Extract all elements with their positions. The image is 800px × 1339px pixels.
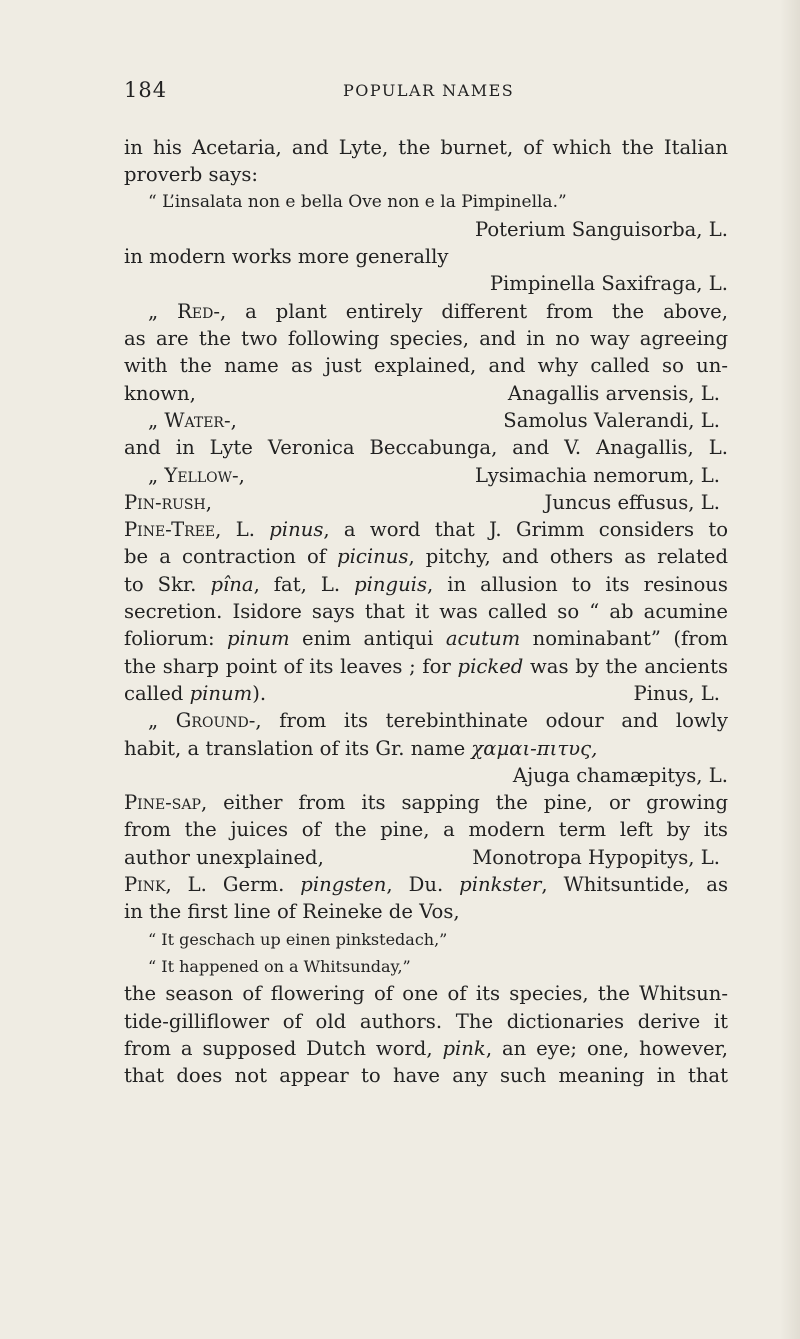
- text-line: and in Lyte Veronica Beccabunga, and V. Anagallis, L.: [124, 436, 728, 460]
- species-name: Anagallis arvensis, L.: [507, 381, 720, 405]
- entry-headword: Pine-Tree: [124, 518, 216, 542]
- text-fragment: , Du.: [386, 873, 460, 897]
- entry-line: [124, 407, 728, 434]
- species-name: Pinus, L.: [633, 681, 720, 705]
- text-fragment: ).: [252, 681, 267, 705]
- german-word: pingsten: [300, 873, 387, 897]
- text-fragment: nominabant” (from: [520, 627, 728, 651]
- text-line: [124, 1035, 728, 1062]
- text-fragment: ,: [238, 463, 245, 487]
- text-line: in modern works more generally: [124, 245, 449, 269]
- quote-line: “ It geschach up einen pinkstedach,”: [148, 929, 448, 949]
- entry-line: [124, 789, 728, 816]
- entry-headword: Red-: [177, 299, 220, 323]
- entry-head-group: [148, 407, 237, 434]
- latin-word: acutum: [445, 627, 521, 651]
- text-fragment: habit, a translation of its Gr. name: [124, 736, 472, 760]
- entry-line: [124, 462, 728, 489]
- entry-line: [124, 871, 728, 898]
- species-name: Lysimachia nemorum, L.: [475, 463, 720, 487]
- sanskrit-word: pîna: [210, 572, 254, 596]
- species-name: Samolus Valerandi, L.: [503, 408, 720, 432]
- text-fragment: , in allusion to its resinous: [427, 572, 728, 596]
- text-line: that does not appear to have any such meaning in that: [124, 1064, 728, 1088]
- text-fragment: , L.: [215, 518, 270, 542]
- text-fragment: , pitchy, and others as related: [408, 545, 728, 569]
- entry-line: [124, 516, 728, 543]
- page-header: [0, 78, 800, 108]
- ditto-mark: „: [148, 408, 165, 432]
- text-fragment: ,: [205, 490, 212, 514]
- text-fragment: to Skr.: [124, 572, 211, 596]
- latin-word: picinus: [337, 545, 409, 569]
- entry-line: [124, 489, 728, 516]
- entry-head-group: [148, 462, 245, 489]
- quote-line: “ It happened on a Whitsunday,”: [148, 956, 411, 976]
- text-fragment: foliorum:: [124, 627, 227, 651]
- greek-word: χαμαι-πιτυς,: [471, 736, 598, 760]
- ditto-mark: „: [148, 299, 178, 323]
- text-line: [124, 543, 728, 570]
- text-fragment: , Whitsuntide, as: [541, 873, 729, 897]
- entry-head-group: [124, 489, 212, 516]
- text-line: [124, 571, 728, 598]
- entry-headword: Water-: [164, 408, 231, 432]
- entry-line: [124, 707, 728, 734]
- text-line: as are the two following species, and in no way agreeing: [124, 327, 728, 351]
- text-line: tide-gilliflower of old authors. The dictionaries derive it: [124, 1009, 728, 1033]
- text-fragment: , fat, L.: [253, 572, 355, 596]
- text-line: the season of flowering of one of its species, the Whitsun-: [124, 982, 728, 1006]
- dutch-word: pink: [442, 1036, 486, 1060]
- entry-headword: Pine-sap: [124, 791, 201, 815]
- entry-headword: Yellow-: [164, 463, 239, 487]
- text-fragment: ,: [230, 408, 237, 432]
- entry-headword: Pink: [124, 873, 166, 897]
- latin-word: pinum: [226, 627, 290, 651]
- text-fragment: be a contraction of: [124, 545, 338, 569]
- text-line: [124, 625, 728, 652]
- text-fragment: , a word that J. Grimm considers to: [323, 518, 728, 542]
- text-fragment: author unexplained,: [124, 845, 324, 869]
- latin-word: pinus: [269, 518, 324, 542]
- entry-line: [124, 680, 728, 707]
- species-name: Ajuga chamæpitys, L.: [512, 763, 728, 787]
- species-name: Juncus effusus, L.: [544, 490, 720, 514]
- species-name: Poterium Sanguisorba, L.: [474, 217, 728, 241]
- running-head: POPULAR NAMES: [343, 81, 515, 100]
- entry-line: [124, 380, 728, 407]
- english-word: picked: [457, 654, 524, 678]
- entry-line: [124, 298, 728, 325]
- text-fragment: , L. Germ.: [165, 873, 301, 897]
- species-name: Pimpinella Saxifraga, L.: [489, 272, 728, 296]
- text-fragment: called: [124, 681, 190, 705]
- text-fragment: , either from its sapping the pine, or growing: [200, 791, 728, 815]
- dutch-word: pinkster: [459, 873, 542, 897]
- entry-line: [124, 844, 728, 871]
- text-fragment: enim antiqui: [289, 627, 446, 651]
- page-body: [124, 134, 728, 1089]
- text-line: [124, 653, 728, 680]
- text-line: in the first line of Reineke de Vos,: [124, 900, 460, 924]
- ditto-mark: „: [148, 709, 176, 733]
- text-line: with the name as just explained, and why called so un-: [124, 354, 728, 378]
- entry-headword: Ground-: [175, 709, 256, 733]
- text-fragment: known,: [124, 381, 196, 405]
- text-fragment: , from its terebinthinate odour and lowly: [255, 709, 729, 733]
- text-fragment: , a plant entirely different from the above,: [219, 299, 729, 323]
- quote-line: “ L’insalata non e bella Ove non e la Pimpinella.”: [148, 191, 567, 212]
- page-edge-shadow: [780, 0, 800, 1339]
- text-fragment: from a supposed Dutch word,: [124, 1036, 443, 1060]
- text-fragment: the sharp point of its leaves ; for: [124, 654, 451, 678]
- text-line: [124, 735, 728, 762]
- text-line: proverb says:: [124, 163, 258, 187]
- page-number: 184: [124, 78, 168, 102]
- text-fragment: was by the ancients: [523, 654, 729, 678]
- text-line: in his Acetaria, and Lyte, the burnet, of which the Italian: [124, 136, 728, 159]
- text-line: from the juices of the pine, a modern term left by its: [124, 818, 728, 842]
- text-line: secretion. Isidore says that it was called so “ ab acumine: [124, 600, 728, 624]
- text-fragment: , an eye; one, however,: [485, 1036, 728, 1060]
- latin-word: pinum: [189, 681, 253, 705]
- latin-word: pinguis: [354, 572, 428, 596]
- ditto-mark: „: [148, 463, 165, 487]
- species-name: Monotropa Hypopitys, L.: [472, 845, 720, 869]
- text-group: [124, 680, 266, 707]
- entry-headword: Pin-rush: [124, 490, 206, 514]
